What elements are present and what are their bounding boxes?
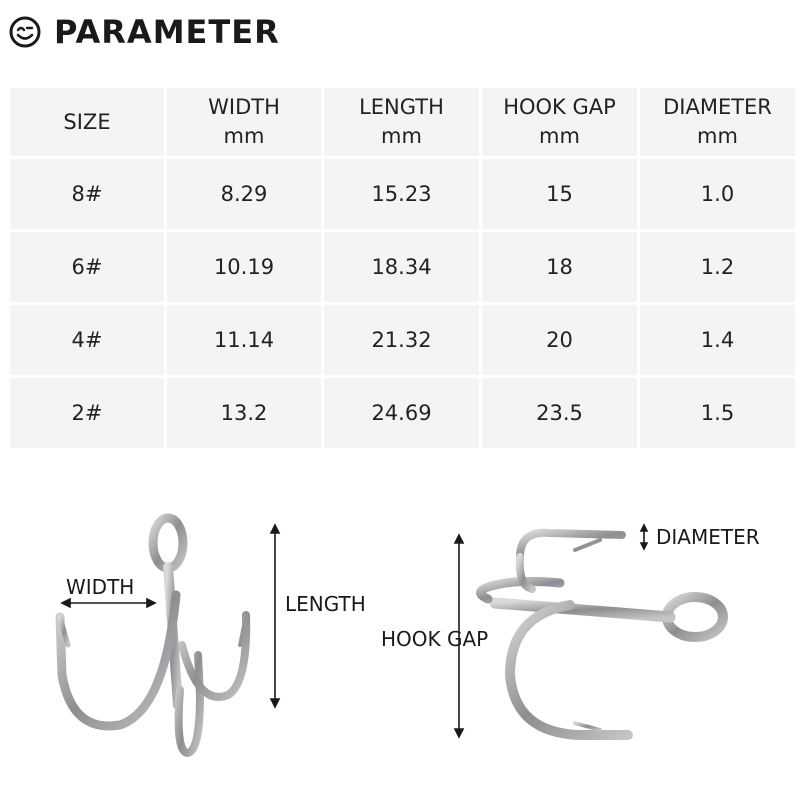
diameter-label: DIAMETER xyxy=(656,525,760,549)
table-cell: 20 xyxy=(481,304,639,377)
table-cell: 1.4 xyxy=(639,304,797,377)
hook-dimension-diagram xyxy=(0,495,802,800)
column-name: HOOK GAP xyxy=(503,95,616,119)
table-cell: 11.14 xyxy=(166,304,323,377)
table-cell: 8# xyxy=(9,158,166,231)
width-label: WIDTH xyxy=(66,575,135,599)
column-header-size xyxy=(9,87,166,158)
column-unit: mm xyxy=(223,124,265,148)
length-label: LENGTH xyxy=(285,592,366,616)
page-header xyxy=(8,12,280,52)
table-cell: 24.69 xyxy=(323,377,481,450)
table-cell: 10.19 xyxy=(166,231,323,304)
smiley-face-icon xyxy=(8,15,42,49)
hook-gap-label: HOOK GAP xyxy=(381,627,489,651)
column-name: DIAMETER xyxy=(663,95,772,119)
table-header-row xyxy=(9,87,797,158)
column-header-width xyxy=(166,87,323,158)
column-name: WIDTH xyxy=(208,95,280,119)
page-title: PARAMETER xyxy=(54,13,280,51)
table-row xyxy=(9,377,797,450)
table-cell: 1.5 xyxy=(639,377,797,450)
column-name: SIZE xyxy=(63,109,111,134)
column-name: LENGTH xyxy=(359,95,444,119)
column-unit: mm xyxy=(539,124,580,148)
table-cell: 18.34 xyxy=(323,231,481,304)
table-cell: 1.2 xyxy=(639,231,797,304)
column-header-length xyxy=(323,87,481,158)
table-cell: 23.5 xyxy=(481,377,639,450)
column-unit: mm xyxy=(697,124,738,148)
table-cell: 18 xyxy=(481,231,639,304)
table-cell: 4# xyxy=(9,304,166,377)
table-cell: 15 xyxy=(481,158,639,231)
table-cell: 21.32 xyxy=(323,304,481,377)
table-row xyxy=(9,158,797,231)
column-unit: mm xyxy=(381,124,422,148)
parameter-table xyxy=(7,85,798,451)
table-row xyxy=(9,231,797,304)
table-cell: 1.0 xyxy=(639,158,797,231)
column-header-hook-gap xyxy=(481,87,639,158)
table-cell: 8.29 xyxy=(166,158,323,231)
table-cell: 2# xyxy=(9,377,166,450)
column-header-diameter xyxy=(639,87,797,158)
table-row xyxy=(9,304,797,377)
table-cell: 13.2 xyxy=(166,377,323,450)
table-cell: 15.23 xyxy=(323,158,481,231)
table-cell: 6# xyxy=(9,231,166,304)
